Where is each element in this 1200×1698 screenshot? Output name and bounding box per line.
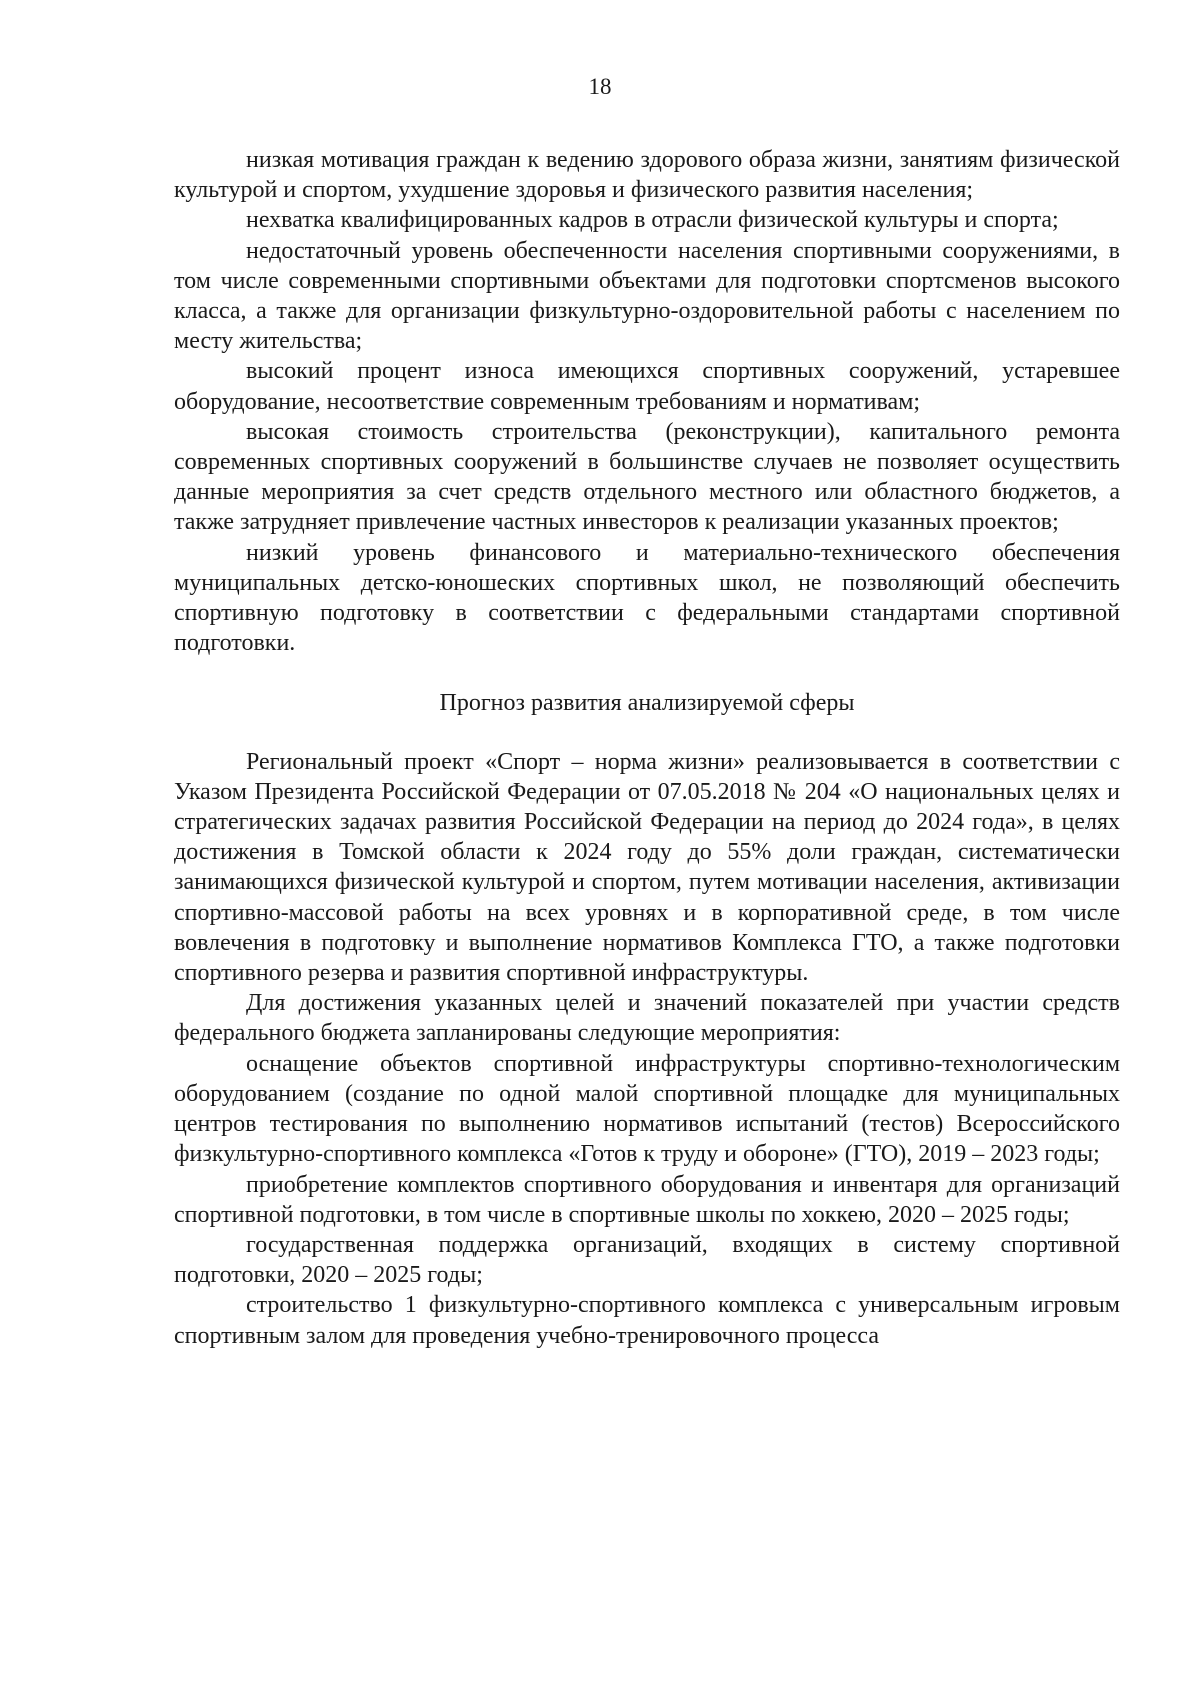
paragraph-planned-measures: Для достижения указанных целей и значений показателей при участии средств федерального бюджета запланированы следующие мероприятия: [174, 990, 1120, 1047]
paragraph-regional-project: Региональный проект «Спорт – норма жизни» реализовывается в соответствии с Указом Президента Российской Федерации от 07.05.2018 № 204 «О национальных целях и стратегических задачах развития Российской Федерации на период до 2024 года», в целях достижения в Томской области к 2024 году до 55% доли граждан, систематически занимающихся физической культурой и спортом, путем мотивации населения, активизации спортивно-массовой работы на всех уровнях и в корпоративной среде, в том числе вовлечения в подготовку и выполнение нормативов Комплекса ГТО, а также подготовки спортивного резерва и развития спортивной инфраструктуры. [174, 748, 1120, 987]
paragraph-facility-wear: высокий процент износа имеющихся спортивных сооружений, устаревшее оборудование, несоответствие современным требованиям и нормативам; [174, 358, 1120, 415]
paragraph-school-funding: низкий уровень финансового и материально-технического обеспечения муниципальных детско-юношеских спортивных школ, не позволяющий обеспечить спортивную подготовку в соответствии с федеральными стандартами спортивной подготовки. [174, 539, 1120, 657]
paragraph-state-support: государственная поддержка организаций, входящих в систему спортивной подготовки, 2020 – 2025 годы; [174, 1231, 1120, 1289]
section-heading: Прогноз развития анализируемой сферы [439, 690, 855, 717]
paragraph-facility-shortage: недостаточный уровень обеспеченности населения спортивными сооружениями, в том числе современными спортивными объектами для подготовки спортсменов высокого класса, а также для организации физкультурно-оздоровительной работы с населением по месту жительства; [174, 237, 1120, 355]
paragraph-construction-cost: высокая стоимость строительства (реконструкции), капитального ремонта современных спортивных сооружений в большинстве случаев не позволяет осуществить данные мероприятия за счет средств отдельного местного или областного бюджетов, а также затрудняет привлечение частных инвесторов к реализации указанных проектов; [174, 418, 1120, 536]
paragraph-staff-shortage: нехватка квалифицированных кадров в отрасли физической культуры и спорта; [246, 207, 1059, 234]
paragraph-hockey-equipment: приобретение комплектов спортивного оборудования и инвентаря для организаций спортивной подготовки, в том числе в спортивные школы по хоккею, 2020 – 2025 годы; [174, 1171, 1120, 1228]
page-number: 18 [588, 74, 612, 99]
paragraph-sports-complex: строительство 1 физкультурно-спортивного комплекса с универсальным игровым спортивным залом для проведения учебно-тренировочного процесса [174, 1292, 1120, 1349]
document-body [174, 145, 1120, 1351]
paragraph-low-motivation: низкая мотивация граждан к ведению здорового образа жизни, занятиям физической культурой и спортом, ухудшение здоровья и физического развития населения; [174, 147, 1120, 204]
paragraph-equipment-gto: оснащение объектов спортивной инфраструктуры спортивно-технологическим оборудованием (создание по одной малой спортивной площадке для муниципальных центров тестирования по выполнению нормативов испытаний (тестов) Всероссийского физкультурно-спортивного комплекса «Готов к труду и обороне» (ГТО), 2019 – 2023 годы; [174, 1050, 1120, 1168]
